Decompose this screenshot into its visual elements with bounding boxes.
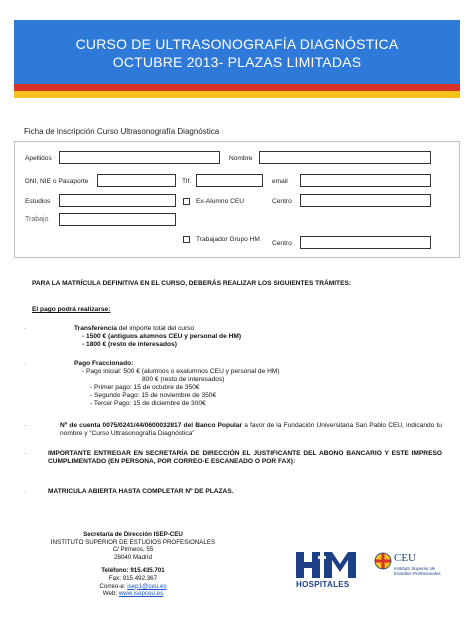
transfer-rest: del importe total del curso bbox=[116, 325, 195, 332]
split-title: Pago Fraccionado: bbox=[74, 360, 134, 367]
transfer-price-ceu: - 1500 € (antiguos alumnos CEU y personal de HM) bbox=[82, 333, 242, 340]
ceu-emblem-icon bbox=[374, 552, 392, 570]
phone: Teléfono: 915.435.701 bbox=[101, 567, 165, 575]
ceu-logo bbox=[374, 550, 470, 584]
bullet: · bbox=[24, 360, 27, 367]
enrollment-open: MATRICULA ABIERTA HASTA COMPLETAR Nº DE PLAZAS. bbox=[48, 488, 234, 495]
course-subtitle: OCTUBRE 2013- PLAZAS LIMITADAS bbox=[112, 54, 362, 70]
apellidos-input[interactable] bbox=[59, 151, 220, 164]
trabajador-hm-label: Trabajador Grupo HM bbox=[196, 236, 260, 243]
ceu-subtitle-line1: Instituto Superior de bbox=[394, 566, 436, 571]
transfer-price-other: - 1800 € (resto de interesados) bbox=[82, 341, 177, 348]
nombre-label: Nombre bbox=[229, 155, 253, 162]
tlf-input[interactable] bbox=[196, 174, 263, 187]
dni-input[interactable] bbox=[97, 174, 176, 187]
email-label: email bbox=[272, 178, 288, 185]
tlf-label: Tlf. bbox=[182, 178, 192, 185]
bullet: · bbox=[24, 450, 27, 457]
ceu-logo-text: CEU bbox=[394, 552, 416, 564]
yellow-stripe bbox=[14, 91, 460, 98]
split-third: - Tercer Pago: 15 de diciembre de 300€ bbox=[90, 400, 206, 407]
matricula-heading: PARA LA MATRÍCULA DEFINITIVA EN EL CURSO, DEBERÁS REALIZAR LOS SIGUIENTES TRÁMITES: bbox=[32, 280, 352, 287]
bank-account bbox=[60, 422, 442, 437]
contact-block bbox=[18, 531, 248, 598]
transfer-line bbox=[74, 325, 194, 332]
hm-logo-icon bbox=[296, 552, 356, 578]
centro-label: Centro bbox=[272, 198, 292, 205]
red-stripe bbox=[14, 84, 460, 91]
important-notice: IMPORTANTE ENTREGAR EN SECRETARÍA DE DIRECCIÓN EL JUSTIFICANTE DEL ABONO BANCARIO Y ESTE IMPRESO CUMPLIMENTADO (EN PERSONA, POR CORREO-E ESCANEADO O POR FAX): bbox=[48, 450, 442, 465]
account-details: a favor de la Fundación Universitaria San Pablo CEU, indicando tu nombre y “Curso Ultrasonografía Diagnóstica” bbox=[60, 422, 442, 437]
estudios-label: Estudios bbox=[25, 198, 51, 205]
city: 28040 Madrid bbox=[114, 553, 152, 561]
payment-title: El pago podrá realizarse: bbox=[32, 306, 111, 313]
header-banner bbox=[14, 20, 460, 84]
form-title: Ficha de inscripción Curso Ultrasonografía Diagnóstica bbox=[24, 127, 220, 136]
trabajo-label: Trabajo bbox=[25, 216, 49, 223]
course-title: CURSO DE ULTRASONOGRAFÍA DIAGNÓSTICA bbox=[75, 36, 399, 52]
web-line bbox=[18, 590, 248, 598]
street: C/ Pirineos, 55 bbox=[112, 546, 154, 554]
hm-hospitales-logo bbox=[296, 552, 360, 589]
web-label: Web: bbox=[102, 590, 119, 598]
bullet: · bbox=[24, 488, 27, 495]
apellidos-label: Apellidos bbox=[25, 155, 52, 162]
bullet: · bbox=[24, 422, 27, 429]
email-input[interactable] bbox=[300, 174, 431, 187]
email-link[interactable]: isep1@ceu.es bbox=[127, 582, 167, 590]
bullet: · bbox=[24, 325, 27, 332]
nombre-input[interactable] bbox=[259, 151, 431, 164]
split-second: - Segundo Pago: 15 de noviembre de 350€ bbox=[90, 392, 217, 399]
split-initial: - Pago inicial: 500 € (alumnos o exalumnos CEU y personal de HM) bbox=[82, 368, 280, 375]
ex-alumno-label: Ex-Alumno CEU bbox=[196, 198, 245, 205]
centro-hm-input[interactable] bbox=[300, 236, 431, 249]
centro-input[interactable] bbox=[300, 194, 431, 207]
email-line bbox=[18, 583, 248, 591]
split-first: - Primer pago: 15 de octubre de 350€ bbox=[90, 384, 200, 391]
secretaria: Secretaría de Dirección ISEP-CEU bbox=[83, 531, 183, 538]
fax: Fax: 915.492.367 bbox=[108, 574, 158, 582]
trabajador-hm-checkbox[interactable] bbox=[183, 236, 190, 243]
hm-logo-text: HOSPITALES bbox=[296, 580, 350, 589]
account-number: Nº de cuenta 0075/0241/44/0600032817 del Banco Popular bbox=[60, 422, 243, 429]
split-initial-other: 800 € (resto de interesados) bbox=[142, 376, 225, 383]
centro-hm-label: Centro bbox=[272, 240, 292, 247]
estudios-input[interactable] bbox=[59, 194, 176, 207]
ceu-subtitle-line2: Estudios Profesionales bbox=[394, 571, 441, 577]
institute: INSTITUTO SUPERIOR DE ESTUDIOS PROFESIONALES bbox=[50, 538, 216, 546]
trabajo-input[interactable] bbox=[59, 213, 176, 226]
ex-alumno-checkbox[interactable] bbox=[183, 198, 190, 205]
dni-label: DNI, NIE o Pasaporte bbox=[25, 178, 89, 185]
transfer-bold: Transferencia bbox=[74, 325, 117, 332]
ceu-logo-subtitle bbox=[394, 566, 441, 577]
web-link[interactable]: www.isepceu.es bbox=[118, 590, 164, 598]
email-label: Correo-e: bbox=[99, 582, 128, 590]
